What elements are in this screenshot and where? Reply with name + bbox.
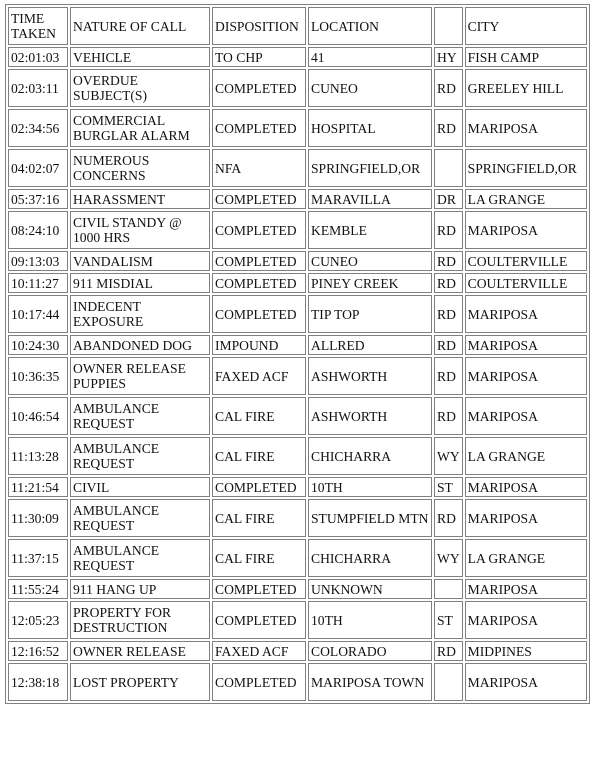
suffix-cell: RD: [434, 397, 463, 435]
disposition-cell: COMPLETED: [212, 211, 306, 249]
disposition-cell: TO CHP: [212, 47, 306, 67]
header-time-taken: TIME TAKEN: [8, 7, 68, 45]
suffix-cell: RD: [434, 69, 463, 107]
suffix-cell: [434, 579, 463, 599]
suffix-cell: WY: [434, 437, 463, 475]
time-cell: 10:24:30: [8, 335, 68, 355]
table-row: [8, 641, 587, 661]
disposition-cell: CAL FIRE: [212, 437, 306, 475]
location-cell: MARAVILLA: [308, 189, 432, 209]
suffix-cell: WY: [434, 539, 463, 577]
location-cell: MARIPOSA TOWN: [308, 663, 432, 701]
disposition-cell: IMPOUND: [212, 335, 306, 355]
location-cell: 41: [308, 47, 432, 67]
suffix-cell: RD: [434, 251, 463, 271]
nature-cell: NUMEROUS CONCERNS: [70, 149, 210, 187]
suffix-cell: RD: [434, 499, 463, 537]
time-cell: 02:01:03: [8, 47, 68, 67]
nature-cell: CIVIL STANDY @ 1000 HRS: [70, 211, 210, 249]
location-cell: 10TH: [308, 601, 432, 639]
location-cell: ASHWORTH: [308, 397, 432, 435]
disposition-cell: FAXED ACF: [212, 641, 306, 661]
city-cell: FISH CAMP: [465, 47, 587, 67]
time-cell: 11:30:09: [8, 499, 68, 537]
table-row: [8, 397, 587, 435]
header-location: LOCATION: [308, 7, 432, 45]
table-row: [8, 211, 587, 249]
disposition-cell: COMPLETED: [212, 109, 306, 147]
time-cell: 11:21:54: [8, 477, 68, 497]
table-row: [8, 335, 587, 355]
location-cell: CUNEO: [308, 251, 432, 271]
time-cell: 12:16:52: [8, 641, 68, 661]
nature-cell: AMBULANCE REQUEST: [70, 437, 210, 475]
table-row: [8, 539, 587, 577]
time-cell: 09:13:03: [8, 251, 68, 271]
city-cell: MARIPOSA: [465, 601, 587, 639]
nature-cell: AMBULANCE REQUEST: [70, 539, 210, 577]
header-nature-of-call: NATURE OF CALL: [70, 7, 210, 45]
city-cell: MARIPOSA: [465, 335, 587, 355]
table-row: [8, 499, 587, 537]
city-cell: MARIPOSA: [465, 663, 587, 701]
city-cell: COULTERVILLE: [465, 273, 587, 293]
disposition-cell: NFA: [212, 149, 306, 187]
location-cell: 10TH: [308, 477, 432, 497]
city-cell: MARIPOSA: [465, 295, 587, 333]
suffix-cell: RD: [434, 211, 463, 249]
suffix-cell: [434, 149, 463, 187]
nature-cell: AMBULANCE REQUEST: [70, 499, 210, 537]
table-row: [8, 295, 587, 333]
city-cell: COULTERVILLE: [465, 251, 587, 271]
table-row: [8, 69, 587, 107]
city-cell: MARIPOSA: [465, 477, 587, 497]
suffix-cell: RD: [434, 295, 463, 333]
city-cell: MARIPOSA: [465, 397, 587, 435]
disposition-cell: COMPLETED: [212, 251, 306, 271]
table-row: [8, 663, 587, 701]
location-cell: PINEY CREEK: [308, 273, 432, 293]
time-cell: 10:46:54: [8, 397, 68, 435]
suffix-cell: ST: [434, 601, 463, 639]
header-disposition: DISPOSITION: [212, 7, 306, 45]
header-city: CITY: [465, 7, 587, 45]
location-cell: SPRINGFIELD,OR: [308, 149, 432, 187]
disposition-cell: COMPLETED: [212, 663, 306, 701]
disposition-cell: COMPLETED: [212, 273, 306, 293]
table-row: [8, 601, 587, 639]
location-cell: HOSPITAL: [308, 109, 432, 147]
nature-cell: HARASSMENT: [70, 189, 210, 209]
time-cell: 08:24:10: [8, 211, 68, 249]
nature-cell: VEHICLE: [70, 47, 210, 67]
nature-cell: 911 MISDIAL: [70, 273, 210, 293]
time-cell: 10:17:44: [8, 295, 68, 333]
city-cell: LA GRANGE: [465, 539, 587, 577]
table-row: [8, 149, 587, 187]
table-row: [8, 47, 587, 67]
nature-cell: OVERDUE SUBJECT(S): [70, 69, 210, 107]
table-row: [8, 251, 587, 271]
suffix-cell: [434, 663, 463, 701]
city-cell: MARIPOSA: [465, 211, 587, 249]
table-row: [8, 109, 587, 147]
suffix-cell: RD: [434, 273, 463, 293]
suffix-cell: HY: [434, 47, 463, 67]
nature-cell: CIVIL: [70, 477, 210, 497]
nature-cell: 911 HANG UP: [70, 579, 210, 599]
location-cell: KEMBLE: [308, 211, 432, 249]
time-cell: 11:37:15: [8, 539, 68, 577]
disposition-cell: FAXED ACF: [212, 357, 306, 395]
time-cell: 02:03:11: [8, 69, 68, 107]
disposition-cell: COMPLETED: [212, 189, 306, 209]
nature-cell: INDECENT EXPOSURE: [70, 295, 210, 333]
city-cell: SPRINGFIELD,OR: [465, 149, 587, 187]
nature-cell: ABANDONED DOG: [70, 335, 210, 355]
time-cell: 10:11:27: [8, 273, 68, 293]
disposition-cell: CAL FIRE: [212, 539, 306, 577]
call-log-table: [5, 4, 590, 704]
suffix-cell: ST: [434, 477, 463, 497]
table-row: [8, 579, 587, 599]
location-cell: UNKNOWN: [308, 579, 432, 599]
disposition-cell: CAL FIRE: [212, 397, 306, 435]
table-row: [8, 477, 587, 497]
disposition-cell: COMPLETED: [212, 295, 306, 333]
disposition-cell: COMPLETED: [212, 601, 306, 639]
nature-cell: PROPERTY FOR DESTRUCTION: [70, 601, 210, 639]
city-cell: MARIPOSA: [465, 499, 587, 537]
location-cell: ALLRED: [308, 335, 432, 355]
location-cell: ASHWORTH: [308, 357, 432, 395]
time-cell: 12:05:23: [8, 601, 68, 639]
disposition-cell: COMPLETED: [212, 579, 306, 599]
city-cell: MARIPOSA: [465, 109, 587, 147]
time-cell: 11:13:28: [8, 437, 68, 475]
nature-cell: AMBULANCE REQUEST: [70, 397, 210, 435]
time-cell: 11:55:24: [8, 579, 68, 599]
header-street-suffix: [434, 7, 463, 45]
time-cell: 02:34:56: [8, 109, 68, 147]
header-row: [8, 7, 587, 45]
location-cell: CHICHARRA: [308, 539, 432, 577]
nature-cell: LOST PROPERTY: [70, 663, 210, 701]
suffix-cell: DR: [434, 189, 463, 209]
city-cell: MIDPINES: [465, 641, 587, 661]
call-log-container: [5, 4, 590, 704]
city-cell: LA GRANGE: [465, 437, 587, 475]
time-cell: 05:37:16: [8, 189, 68, 209]
nature-cell: OWNER RELEASE: [70, 641, 210, 661]
nature-cell: COMMERCIAL BURGLAR ALARM: [70, 109, 210, 147]
time-cell: 10:36:35: [8, 357, 68, 395]
table-row: [8, 357, 587, 395]
table-row: [8, 189, 587, 209]
disposition-cell: CAL FIRE: [212, 499, 306, 537]
suffix-cell: RD: [434, 641, 463, 661]
suffix-cell: RD: [434, 357, 463, 395]
disposition-cell: COMPLETED: [212, 69, 306, 107]
location-cell: CHICHARRA: [308, 437, 432, 475]
nature-cell: VANDALISM: [70, 251, 210, 271]
time-cell: 12:38:18: [8, 663, 68, 701]
location-cell: COLORADO: [308, 641, 432, 661]
city-cell: LA GRANGE: [465, 189, 587, 209]
table-row: [8, 273, 587, 293]
time-cell: 04:02:07: [8, 149, 68, 187]
nature-cell: OWNER RELEASE PUPPIES: [70, 357, 210, 395]
city-cell: MARIPOSA: [465, 357, 587, 395]
suffix-cell: RD: [434, 109, 463, 147]
city-cell: GREELEY HILL: [465, 69, 587, 107]
city-cell: MARIPOSA: [465, 579, 587, 599]
suffix-cell: RD: [434, 335, 463, 355]
table-row: [8, 437, 587, 475]
location-cell: STUMPFIELD MTN: [308, 499, 432, 537]
location-cell: TIP TOP: [308, 295, 432, 333]
disposition-cell: COMPLETED: [212, 477, 306, 497]
location-cell: CUNEO: [308, 69, 432, 107]
